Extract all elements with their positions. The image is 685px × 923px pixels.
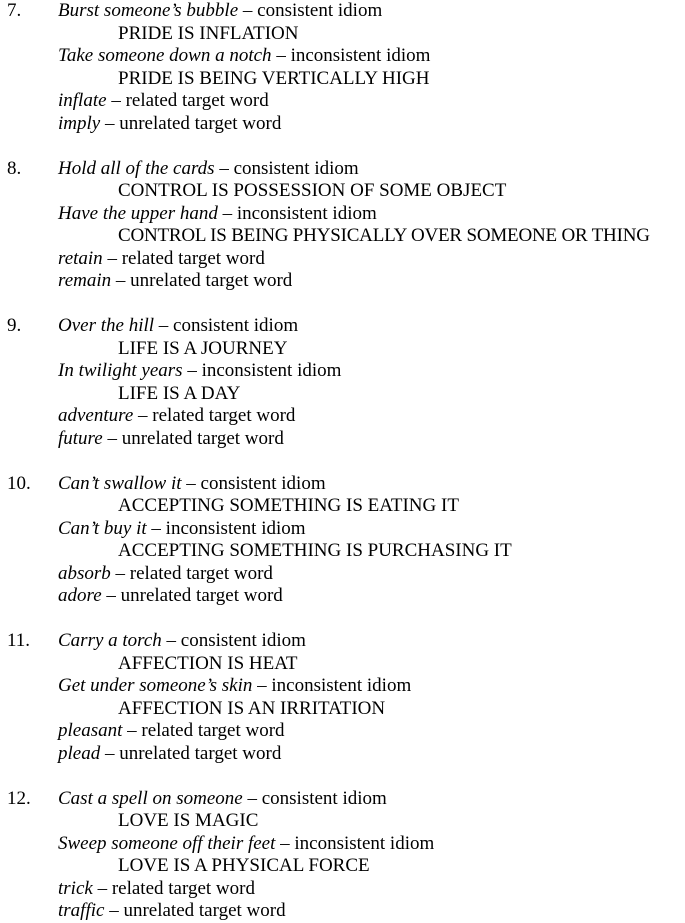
inconsistent-idiom-label: – inconsistent idiom [275, 832, 435, 854]
consistent-metaphor: LIFE IS A JOURNEY [118, 337, 288, 359]
consistent-idiom-label: – consistent idiom [214, 157, 359, 179]
consistent-idiom: Burst someone’s bubble [58, 0, 239, 21]
consistent-idiom-line [58, 315, 298, 338]
entry-number: 11. [7, 630, 31, 651]
entry-number: 8. [7, 157, 22, 179]
unrelated-word-line [58, 900, 286, 923]
consistent-metaphor: PRIDE IS INFLATION [118, 22, 299, 44]
consistent-idiom-label: – consistent idiom [161, 630, 306, 651]
unrelated-target-word: adore [58, 585, 102, 606]
unrelated-word-label: – unrelated target word [104, 900, 286, 921]
unrelated-word-label: – unrelated target word [100, 742, 282, 764]
consistent-idiom: Hold all of the cards [58, 157, 215, 179]
related-word-line [58, 248, 265, 271]
related-word-label: – related target word [122, 720, 285, 741]
inconsistent-metaphor: AFFECTION IS AN IRRITATION [118, 697, 386, 719]
consistent-metaphor: AFFECTION IS HEAT [118, 652, 298, 674]
unrelated-target-word: plead [58, 742, 101, 764]
related-word-label: – related target word [92, 877, 255, 899]
inconsistent-metaphor: ACCEPTING SOMETHING IS PURCHASING IT [118, 540, 512, 561]
inconsistent-idiom-line [58, 675, 411, 698]
unrelated-word-line [58, 113, 281, 136]
related-word-line [58, 405, 295, 428]
related-word-line [58, 563, 273, 586]
inconsistent-idiom-line [58, 45, 430, 68]
inconsistent-idiom: In twilight years [58, 360, 183, 381]
entry-number: 10. [7, 472, 31, 494]
related-word-label: – related target word [106, 90, 269, 111]
related-word-line [58, 878, 255, 901]
related-word-label: – related target word [133, 405, 296, 426]
related-target-word: adventure [58, 405, 134, 426]
consistent-idiom-label: – consistent idiom [181, 472, 326, 494]
unrelated-target-word: traffic [58, 900, 105, 921]
related-target-word: inflate [58, 90, 107, 111]
inconsistent-idiom-line [58, 203, 377, 226]
consistent-idiom-line [58, 158, 359, 181]
unrelated-word-line [58, 428, 284, 451]
inconsistent-idiom-label: – inconsistent idiom [217, 202, 377, 224]
inconsistent-idiom-label: – inconsistent idiom [252, 675, 412, 696]
inconsistent-idiom-label: – inconsistent idiom [146, 517, 306, 539]
consistent-metaphor: ACCEPTING SOMETHING IS EATING IT [118, 495, 459, 516]
consistent-idiom-line [58, 630, 306, 653]
inconsistent-idiom: Have the upper hand [58, 202, 218, 224]
consistent-metaphor: CONTROL IS POSSESSION OF SOME OBJECT [118, 180, 507, 201]
inconsistent-idiom: Sweep someone off their feet [58, 832, 276, 854]
entry-number: 12. [7, 787, 31, 809]
related-word-line [58, 720, 285, 743]
consistent-metaphor: LOVE IS MAGIC [118, 810, 259, 831]
unrelated-word-line [58, 585, 283, 608]
inconsistent-idiom-line [58, 360, 341, 383]
unrelated-word-label: – unrelated target word [101, 585, 283, 606]
entry-number: 7. [7, 0, 22, 21]
entry-number: 9. [7, 315, 22, 336]
consistent-idiom: Over the hill [58, 315, 155, 336]
consistent-idiom: Can’t swallow it [58, 472, 182, 494]
related-target-word: trick [58, 877, 93, 899]
related-word-label: – related target word [110, 562, 273, 584]
inconsistent-idiom: Get under someone’s skin [58, 675, 253, 696]
consistent-idiom-line [58, 788, 387, 811]
consistent-idiom-label: – consistent idiom [238, 0, 383, 21]
unrelated-word-line [58, 743, 281, 766]
inconsistent-idiom-label: – inconsistent idiom [271, 45, 431, 66]
related-target-word: absorb [58, 562, 111, 584]
inconsistent-idiom-label: – inconsistent idiom [182, 360, 342, 381]
inconsistent-idiom-line [58, 518, 306, 541]
inconsistent-idiom: Take someone down a notch [58, 45, 272, 66]
inconsistent-idiom: Can’t buy it [58, 517, 147, 539]
unrelated-target-word: imply [58, 112, 101, 134]
unrelated-word-line [58, 270, 292, 293]
consistent-idiom-label: – consistent idiom [242, 787, 387, 809]
related-target-word: pleasant [58, 720, 123, 741]
inconsistent-metaphor: PRIDE IS BEING VERTICALLY HIGH [118, 67, 430, 89]
consistent-idiom: Carry a torch [58, 630, 162, 651]
unrelated-target-word: remain [58, 270, 112, 291]
inconsistent-idiom-line [58, 833, 434, 856]
inconsistent-metaphor: LIFE IS A DAY [118, 382, 241, 404]
unrelated-target-word: future [58, 427, 103, 449]
inconsistent-metaphor: CONTROL IS BEING PHYSICALLY OVER SOMEONE OR THING [118, 225, 650, 246]
consistent-idiom-label: – consistent idiom [154, 315, 299, 336]
inconsistent-metaphor: LOVE IS A PHYSICAL FORCE [118, 855, 370, 876]
unrelated-word-label: – unrelated target word [102, 427, 284, 449]
consistent-idiom-line [58, 473, 326, 496]
consistent-idiom: Cast a spell on someone [58, 787, 243, 809]
consistent-idiom-line [58, 0, 382, 23]
related-word-line [58, 90, 269, 113]
unrelated-word-label: – unrelated target word [100, 112, 282, 134]
unrelated-word-label: – unrelated target word [111, 270, 293, 291]
related-word-label: – related target word [102, 247, 265, 269]
related-target-word: retain [58, 247, 103, 269]
